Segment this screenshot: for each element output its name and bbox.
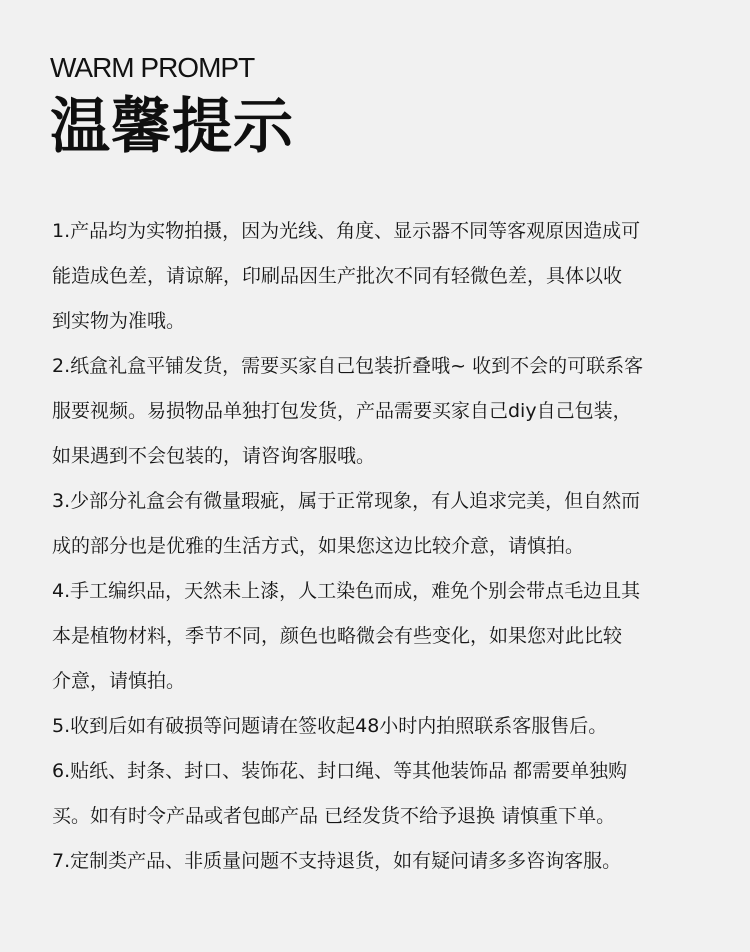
note-item-5 [52, 704, 702, 749]
note-7-line-1: 7.定制类产品、非质量问题不支持退货，如有疑问请多多咨询客服。 [52, 850, 622, 872]
note-5-line-1: 5.收到后如有破损等问题请在签收起48小时内拍照联系客服售后。 [52, 715, 608, 737]
note-1-line-3: 到实物为准哦。 [52, 310, 186, 332]
note-3-line-1: 3.少部分礼盒会有微量瑕疵，属于正常现象，有人追求完美，但自然而 [52, 490, 641, 512]
note-item-6 [52, 749, 702, 839]
note-4-line-1: 4.手工编织品，天然未上漆，人工染色而成，难免个别会带点毛边且其 [52, 580, 641, 602]
note-item-2 [52, 344, 702, 479]
note-2-line-2: 服要视频。易损物品单独打包发货，产品需要买家自己diy自己包装， [52, 400, 632, 422]
note-item-3 [52, 479, 702, 569]
notes-list [52, 209, 702, 884]
note-item-7 [52, 839, 702, 884]
note-2-line-3: 如果遇到不会包装的，请咨询客服哦。 [52, 445, 376, 467]
note-4-line-3: 介意，请慎拍。 [52, 670, 186, 692]
note-1-line-2: 能造成色差，请谅解，印刷品因生产批次不同有轻微色差，具体以收 [52, 265, 623, 287]
subtitle-warm-prompt: WARM PROMPT [50, 52, 255, 83]
note-2-line-1: 2.纸盒礼盒平铺发货，需要买家自己包装折叠哦~ 收到不会的可联系客 [52, 355, 644, 377]
note-1-line-1: 1.产品均为实物拍摄，因为光线、角度、显示器不同等客观原因造成可 [52, 220, 641, 242]
note-6-line-2: 买。如有时令产品或者包邮产品 已经发货不给予退换 请慎重下单。 [52, 805, 616, 827]
note-6-line-1: 6.贴纸、封条、封口、装饰花、封口绳、等其他装饰品 都需要单独购 [52, 760, 628, 782]
note-3-line-2: 成的部分也是优雅的生活方式，如果您这边比较介意，请慎拍。 [52, 535, 585, 557]
page-title: 温馨提示 [50, 92, 294, 162]
note-4-line-2: 本是植物材料，季节不同，颜色也略微会有些变化，如果您对此比较 [52, 625, 623, 647]
note-item-1 [52, 209, 702, 344]
note-item-4 [52, 569, 702, 704]
